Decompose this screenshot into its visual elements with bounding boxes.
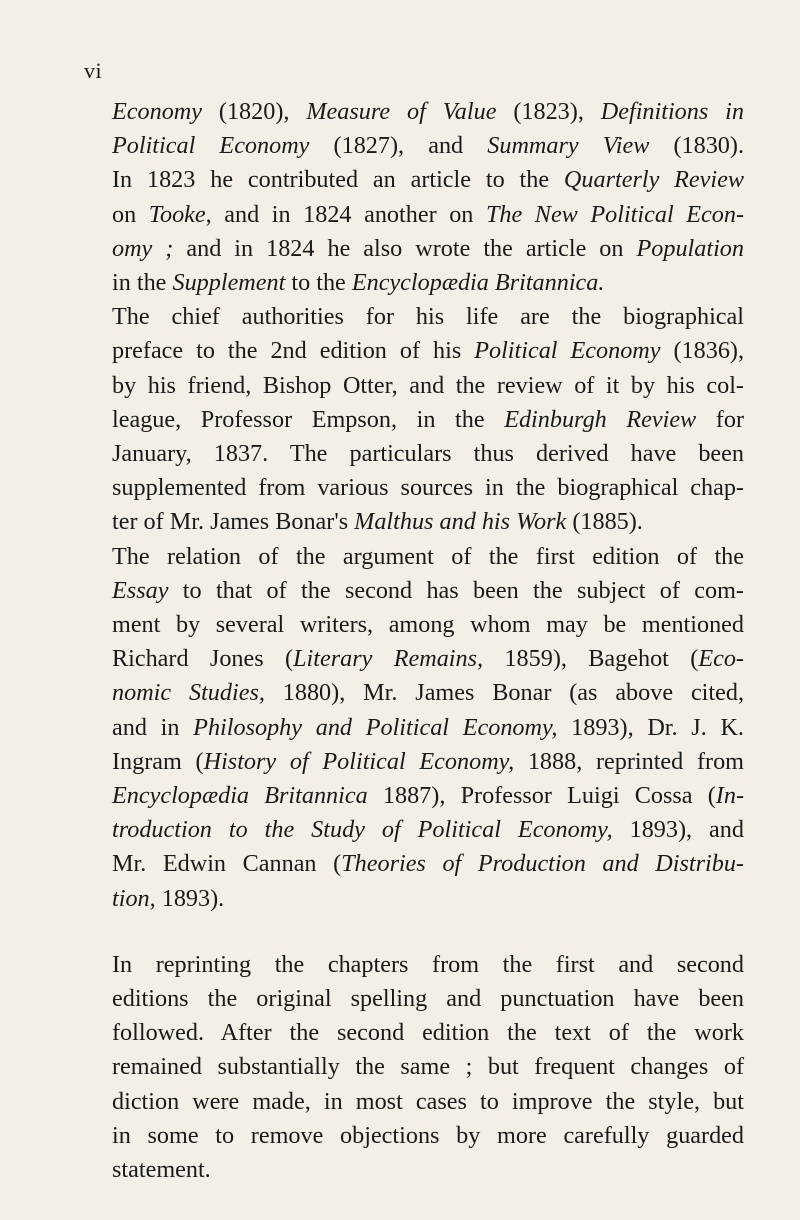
italic-title: Encyclopædia Britannica	[112, 782, 368, 810]
text-line	[112, 813, 744, 847]
text-line	[112, 369, 744, 403]
text-run: (1823),	[496, 98, 601, 125]
italic-title: tion,	[112, 884, 156, 912]
text-line	[112, 642, 744, 676]
paragraph-p4	[112, 948, 744, 1187]
text-run: diction were made, in most cases to improve the style, but	[112, 1087, 744, 1115]
text-line	[112, 574, 744, 608]
italic-title: Encyclopædia Britannica.	[351, 269, 605, 297]
italic-title: Malthus and his Work	[354, 508, 567, 536]
text-run: supplemented from various sources in the biographical chap-	[112, 474, 744, 502]
page-number: vi	[84, 58, 103, 83]
paragraph-p3	[112, 540, 744, 916]
text-line	[112, 334, 744, 368]
text-run: The chief authorities for his life are the biographical	[112, 303, 744, 331]
italic-title: History of Political Economy,	[203, 747, 515, 775]
text-line	[112, 198, 744, 232]
text-run: Richard Jones (	[112, 645, 294, 673]
text-run: on	[112, 200, 149, 228]
text-line	[112, 129, 744, 163]
text-run: 1893), Dr. J. K.	[557, 713, 744, 741]
text-line	[112, 745, 744, 779]
text-run: 1887), Professor Luigi Cossa (	[367, 782, 716, 810]
text-line	[112, 948, 744, 982]
text-line	[112, 982, 744, 1016]
text-line	[112, 437, 744, 471]
text-run: league, Professor Empson, in the	[112, 405, 505, 433]
text-line	[112, 779, 744, 813]
italic-title: troduction to the Study of Political Economy,	[112, 816, 613, 844]
text-run: and in 1824 another on	[211, 200, 486, 228]
italic-title: nomic Studies,	[112, 679, 265, 707]
text-run: Mr. Edwin Cannan (	[112, 850, 342, 878]
text-line	[112, 1119, 744, 1153]
text-run: for	[696, 405, 744, 433]
text-line	[112, 505, 744, 539]
italic-title: omy ;	[112, 234, 174, 262]
text-run: in the	[112, 269, 173, 297]
italic-title: Literary Remains,	[293, 645, 484, 673]
text-run: (1827), and	[309, 132, 488, 160]
text-line	[112, 95, 744, 129]
italic-title: In-	[715, 782, 744, 810]
text-line	[112, 711, 744, 745]
italic-title: Measure of Value	[306, 98, 497, 125]
text-run: In 1823 he contributed an article to the	[112, 166, 564, 194]
italic-title: Quarterly Review	[563, 166, 744, 194]
text-run: editions the original spelling and punctuation have been	[112, 985, 744, 1013]
italic-title: Philosophy and Political Economy,	[193, 713, 558, 741]
italic-title: Theories of Production and Distribu-	[341, 850, 744, 878]
text-line	[112, 847, 744, 881]
text-run: 1859), Bagehot (	[483, 645, 699, 673]
text-run: 1888, reprinted from	[514, 747, 744, 775]
text-run: 1893), and	[612, 816, 744, 844]
italic-title: The New Political Econ-	[485, 200, 744, 228]
text-run: in some to remove objections by more carefully guarded	[112, 1121, 744, 1149]
italic-title: Definitions in	[600, 98, 744, 125]
text-line	[112, 540, 744, 574]
text-run: (1836),	[660, 337, 745, 365]
italic-title: Tooke,	[148, 200, 212, 228]
text-run: January, 1837. The particulars thus derived have been	[112, 440, 744, 468]
text-line	[112, 163, 744, 197]
italic-title: Economy	[112, 98, 202, 125]
text-run: followed. After the second edition the text of the work	[112, 1019, 744, 1047]
text-run: ment by several writers, among whom may be mentioned	[112, 611, 744, 639]
paragraph-gap	[112, 916, 744, 948]
text-line	[112, 471, 744, 505]
text-run: and in	[112, 713, 194, 741]
text-line	[112, 266, 744, 300]
italic-title: Population	[636, 234, 744, 262]
text-line	[112, 608, 744, 642]
text-run: remained substantially the same ; but frequent changes of	[112, 1053, 744, 1081]
text-line	[112, 403, 744, 437]
text-line	[112, 1153, 744, 1187]
text-run: ter of Mr. James Bonar's	[112, 508, 355, 536]
text-line	[112, 676, 744, 710]
text-run: 1893).	[155, 884, 225, 912]
text-run: (1830).	[649, 132, 744, 160]
italic-title: Essay	[112, 576, 169, 604]
text-line	[112, 1085, 744, 1119]
paragraph-p1	[112, 95, 744, 300]
text-run: (1885).	[566, 508, 643, 536]
text-run: 1880), Mr. James Bonar (as above cited,	[264, 679, 744, 707]
text-run: to the	[285, 269, 352, 297]
text-line	[112, 882, 744, 916]
text-run: Ingram (	[112, 747, 204, 775]
paragraph-p2	[112, 300, 744, 539]
text-line	[112, 1050, 744, 1084]
text-run: preface to the 2nd edition of his	[112, 337, 475, 365]
italic-title: Summary View	[487, 132, 650, 160]
text-line	[112, 1016, 744, 1050]
text-run: In reprinting the chapters from the first and second	[112, 950, 744, 978]
italic-title: Political Economy	[112, 132, 310, 160]
text-run: The relation of the argument of the first edition of the	[112, 542, 744, 570]
body-text	[112, 95, 744, 1187]
italic-title: Eco-	[698, 645, 744, 673]
italic-title: Supplement	[172, 269, 286, 297]
text-run: to that of the second has been the subject of com-	[168, 576, 744, 604]
text-line	[112, 300, 744, 334]
text-run: and in 1824 he also wrote the article on	[173, 234, 637, 262]
italic-title: Edinburgh Review	[504, 405, 697, 433]
italic-title: Political Economy	[474, 337, 661, 365]
text-run: (1820),	[202, 98, 307, 125]
text-run: statement.	[112, 1156, 211, 1184]
text-line	[112, 232, 744, 266]
text-run: by his friend, Bishop Otter, and the review of it by his col-	[112, 371, 744, 399]
